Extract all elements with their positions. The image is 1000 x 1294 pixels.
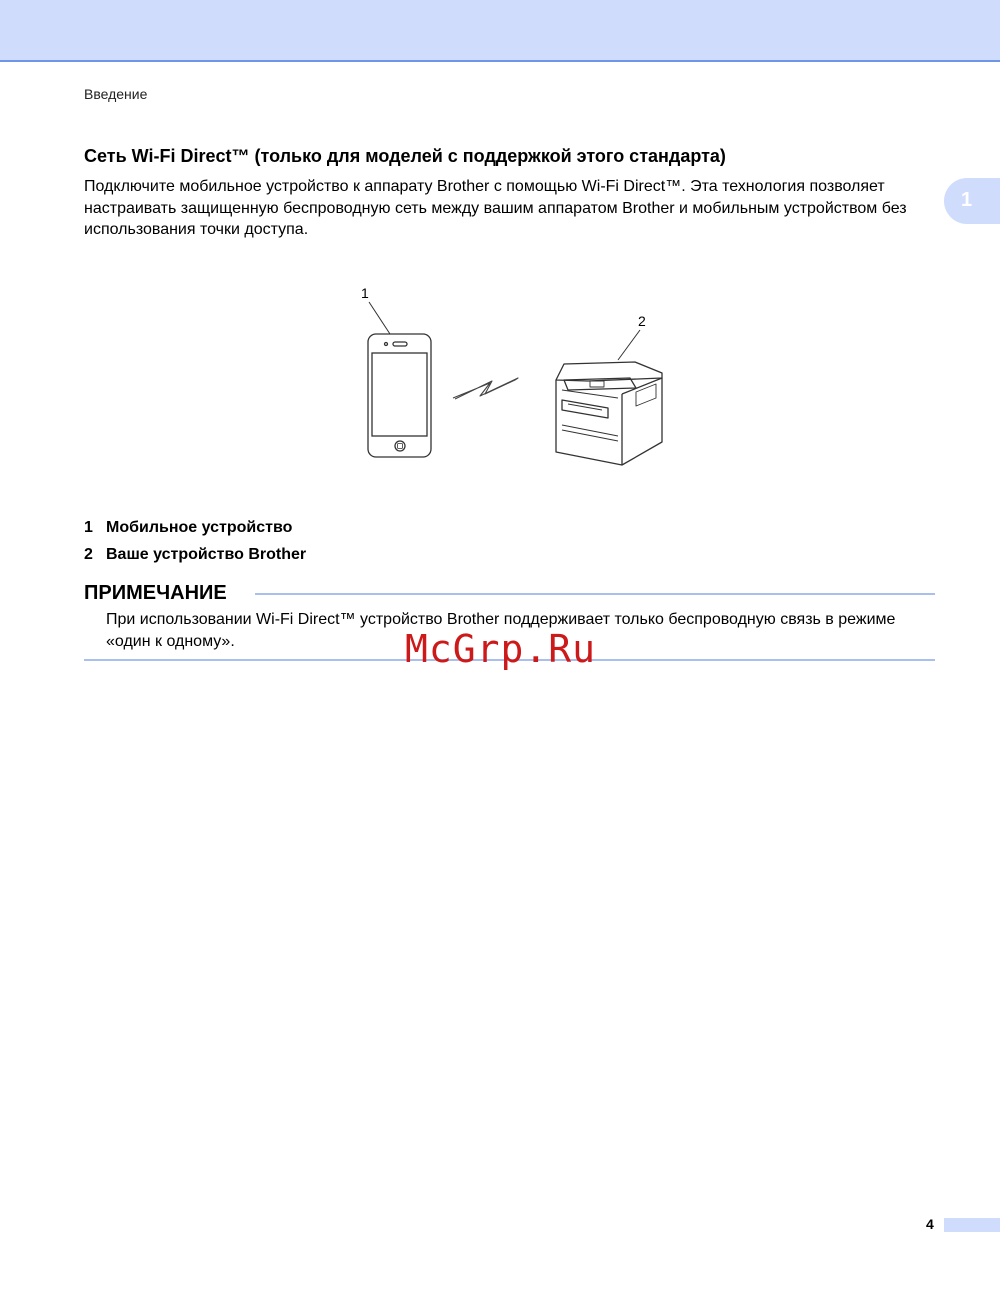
chapter-number: 1 [961,189,973,211]
printer-icon [556,362,662,465]
section-title: Сеть Wi-Fi Direct™ (только для моделей с поддержкой этого стандарта) [84,146,726,166]
wireless-signal-icon [453,378,518,399]
wifi-direct-illustration [340,280,680,480]
note-text: При использовании Wi-Fi Direct™ устройство Brother поддерживает только беспроводную связь в режиме «один к одному». [106,611,896,650]
header-band [0,0,1000,62]
intro-paragraph: Подключите мобильное устройство к аппарату Brother с помощью Wi-Fi Direct™. Эта технология позволяет настраивать защищенную беспроводную сеть между вашим аппаратом Brother и мобильным устройством без использования точки доступа. [84,178,907,238]
legend-label: Мобильное устройство [106,519,293,536]
legend-number: 2 [84,546,93,563]
legend-item [84,519,306,546]
note-heading: ПРИМЕЧАНИЕ [84,582,227,604]
smartphone-icon [368,334,431,457]
legend-number: 1 [84,519,93,536]
legend-item [84,546,306,573]
legend-label: Ваше устройство Brother [106,546,307,563]
running-head: Введение [84,86,148,102]
figure-legend [84,519,306,573]
callout-1: 1 [361,285,369,301]
callout-2: 2 [638,313,646,329]
watermark: McGrp.Ru [405,627,597,671]
note-divider-top [255,593,935,595]
footer-band [944,1218,1000,1232]
page-number: 4 [926,1216,934,1232]
chapter-tab [944,178,1000,224]
